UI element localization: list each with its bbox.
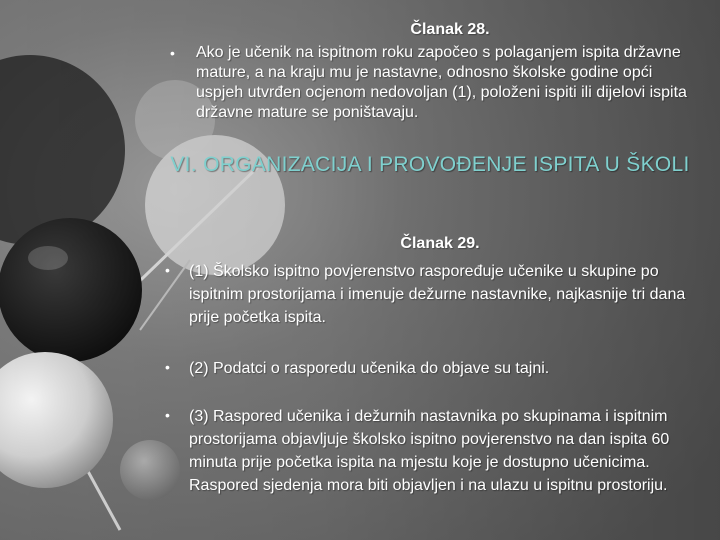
bullet-icon: • bbox=[170, 45, 175, 61]
article-29-item-text: (1) Školsko ispitno povjerenstvo raspoređuje učenike u skupine po ispitnim prostorijama i imenuje dežurne nastavnike, najkasnije tri dana prije početka ispita. bbox=[189, 263, 686, 326]
bullet-icon: • bbox=[165, 359, 170, 375]
article-29-item bbox=[165, 260, 705, 329]
article-29-item bbox=[165, 405, 705, 497]
bullet-icon: • bbox=[165, 407, 170, 423]
article-29-item bbox=[165, 357, 705, 380]
article-29-title: Članak 29. bbox=[400, 235, 480, 252]
article-28-paragraph bbox=[170, 43, 690, 123]
article-28-title: Članak 28. bbox=[410, 21, 490, 38]
article-29-item-text: (3) Raspored učenika i dežurnih nastavnika po skupinama i ispitnim prostorijama objavljuje školsko ispitno povjerenstvo na dan ispita 60 minuta prije početka ispita na mjestu koje je dostupno učenicima. Raspored sjedenja mora biti objavljen i na ulazu u ispitnu prostoriju. bbox=[189, 408, 670, 494]
bullet-icon: • bbox=[165, 262, 170, 278]
article-29-item-text: (2) Podatci o rasporedu učenika do objave su tajni. bbox=[189, 360, 550, 377]
section-title: VI. ORGANIZACIJA I PROVOĐENJE ISPITA U ŠKOLI bbox=[170, 153, 690, 176]
article-28-text: Ako je učenik na ispitnom roku započeo s polaganjem ispita državne mature, a na kraju mu je nastavne, odnosno školske godine opći uspjeh utvrđen ocjenom nedovoljan (1), položeni ispiti ili dijelovi ispita državne mature se poništavaju. bbox=[196, 44, 687, 121]
